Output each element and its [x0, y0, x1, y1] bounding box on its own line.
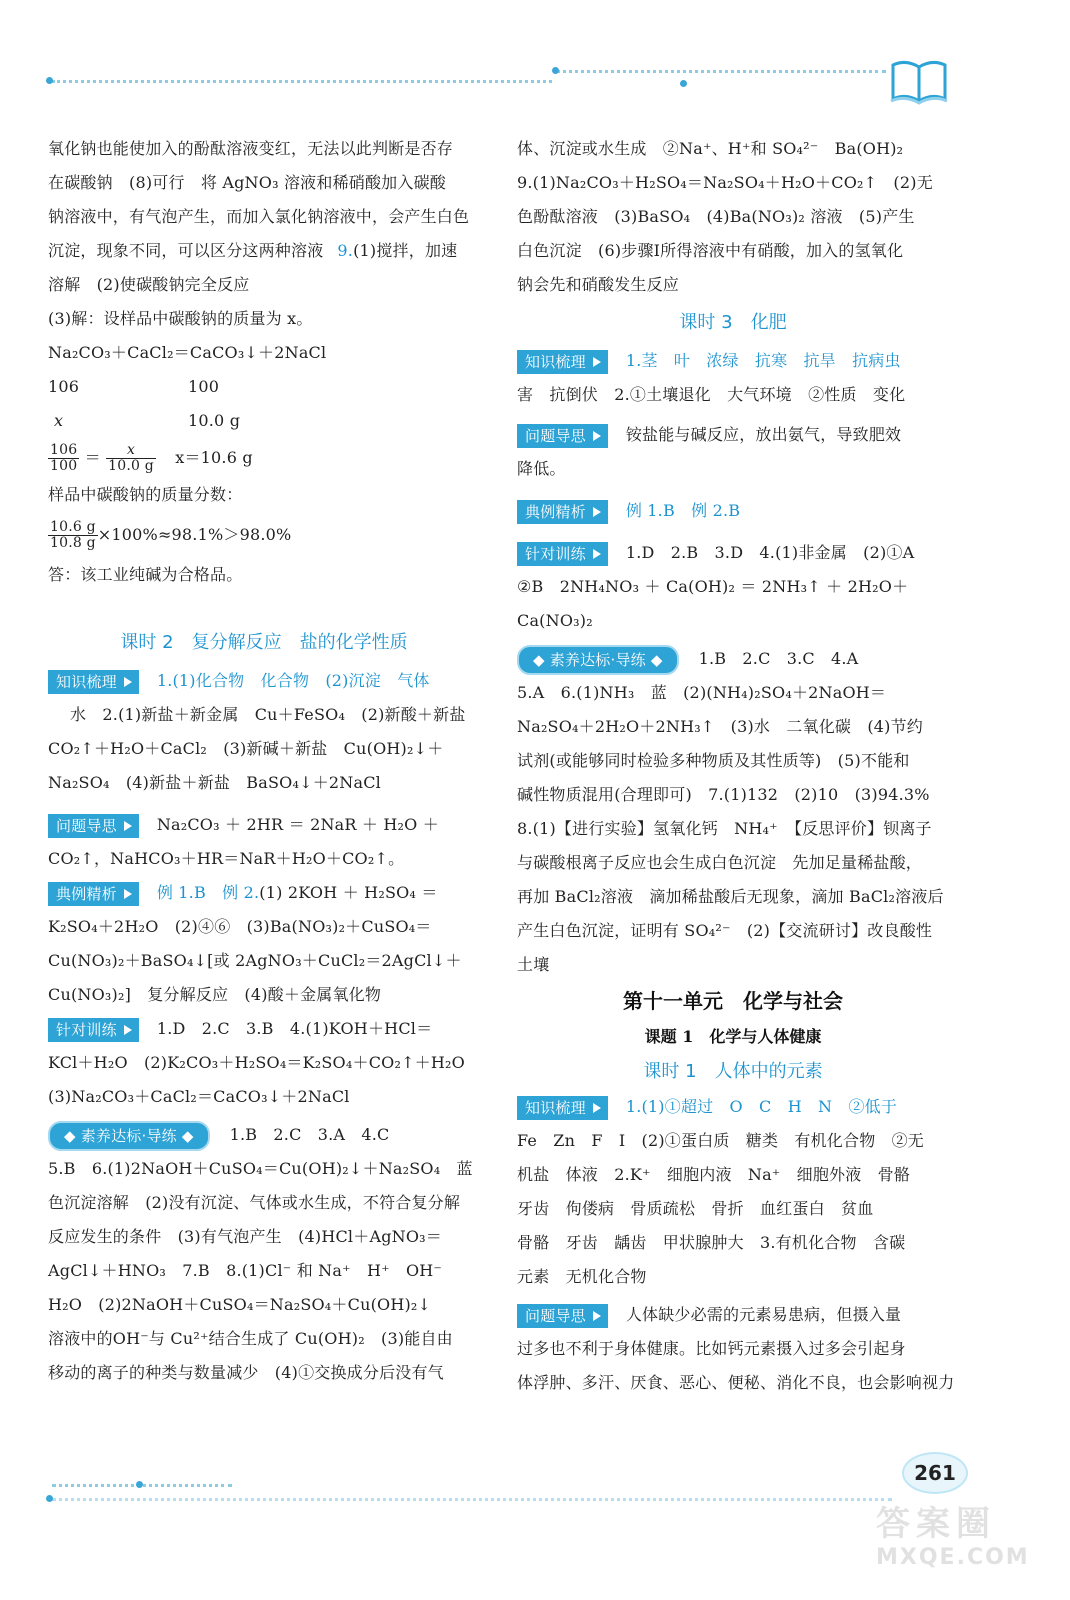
text-line: 8.(1)【进行实验】氢氧化钙 NH₄⁺ 【反思评价】钡离子: [517, 819, 932, 838]
section-tag-knowledge: 知识梳理: [517, 350, 608, 374]
text-line: CO₂↑＋H₂O＋CaCl₂ (3)新碱＋新盐 Cu(OH)₂↓＋: [48, 739, 444, 758]
section-line: [517, 642, 949, 676]
unit-title: 第十一单元 化学与社会: [623, 989, 843, 1013]
text-line: 样品中碳酸钠的质量分数：: [48, 485, 243, 504]
section-tag-question: 问题导思: [48, 814, 139, 838]
answer-text: 铵盐能与碱反应，放出氨气，导致肥效: [625, 425, 902, 444]
text-line: 5.A 6.(1)NH₃ 蓝 (2)(NH₄)₂SO₄＋2NaOH＝: [517, 683, 887, 702]
left-column: [48, 132, 480, 1390]
header-dot: [552, 67, 559, 74]
text-line: 反应发生的条件 (3)有气泡产生 (4)HCl＋AgNO₃＝: [48, 1227, 442, 1246]
section-tag-examples: 典例精析: [48, 882, 139, 906]
text-line: 体浮肿、多汗、厌食、恶心、便秘、消化不良，也会影响视力: [517, 1373, 955, 1392]
text-line: Na₂SO₄ (4)新盐＋新盐 BaSO₄↓＋2NaCl: [48, 773, 381, 792]
topic-title: 课题 1 化学与人体健康: [644, 1027, 822, 1046]
text-line: 机盐 体液 2.K⁺ 细胞内液 Na⁺ 细胞外液 骨骼: [517, 1165, 911, 1184]
equals-sign: ＝: [84, 448, 101, 467]
section-tag-practice: 针对训练: [48, 1018, 139, 1042]
text-line: 产生白色沉淀，证明有 SO₄²⁻ (2)【交流研讨】改良酸性: [517, 921, 933, 940]
answer-text: 人体缺少必需的元素易患病，但摄入量: [625, 1305, 902, 1324]
watermark-line: MXQE.COM: [876, 1545, 1030, 1570]
fraction: [106, 443, 156, 474]
header-dot: [46, 77, 53, 84]
page-number: 261: [902, 1452, 968, 1494]
section-tag-practice: 针对训练: [517, 542, 608, 566]
header-dotted-line-right: [556, 70, 886, 73]
numerator: 106: [50, 442, 78, 458]
section-line: [517, 418, 949, 452]
section-line: [517, 494, 949, 528]
denominator: 100: [50, 458, 78, 474]
text-span: (1)搅拌，加速: [353, 241, 458, 260]
answer-text: 1.B 2.C 3.C 4.A: [698, 649, 859, 668]
section-line: [48, 1118, 480, 1152]
question-number: 9.: [337, 241, 354, 260]
text-line: 氧化钠也能使加入的酚酞溶液变红，无法以此判断是否存: [48, 139, 454, 158]
unknown-mass: x: [54, 411, 64, 430]
text-line: 移动的离子的种类与数量减少 (4)①交换成分后没有气: [48, 1363, 444, 1382]
text-line: 9.(1)Na₂CO₃＋H₂SO₄＝Na₂SO₄＋H₂O＋CO₂↑ (2)无: [517, 173, 933, 192]
text-line: 牙齿 佝偻病 骨质疏松 骨折 血红蛋白 贫血: [517, 1199, 874, 1218]
text-line: ②B 2NH₄NO₃ ＋ Ca(OH)₂ ＝ 2NH₃↑ ＋ 2H₂O＋: [517, 577, 909, 596]
footer-dot: [136, 1481, 143, 1488]
answer-text: 1.(1)①超过 O C H N ②低于: [625, 1097, 898, 1116]
result: x＝10.6 g: [175, 448, 253, 467]
section-line: [517, 1090, 949, 1124]
section-tag-examples: 典例精析: [517, 500, 608, 524]
section-line: [517, 536, 949, 570]
text-line: KCl＋H₂O (2)K₂CO₃＋H₂SO₄＝K₂SO₄＋CO₂↑＋H₂O: [48, 1053, 465, 1072]
section-line: [517, 1298, 949, 1332]
text-line: 元素 无机化合物: [517, 1267, 647, 1286]
text-line: Na₂SO₄＋2H₂O＋2NH₃↑ (3)水 二氧化碳 (4)节约: [517, 717, 923, 736]
lesson-title: 课时 1 人体中的元素: [643, 1061, 823, 1082]
text-line: [48, 234, 480, 268]
lesson-title: 课时 3 化肥: [679, 312, 787, 333]
section-tag-question: 问题导思: [517, 1304, 608, 1328]
text-line: 色沉淀溶解 (2)没有沉淀、气体或水生成，不符合复分解: [48, 1193, 461, 1212]
numerator: x: [106, 443, 156, 459]
text-line: 土壤: [517, 955, 550, 974]
equation-row: [48, 404, 480, 438]
header-dotted-line-left: [52, 80, 552, 83]
answer-text: 1.茎 叶 浓绿 抗寒 抗旱 抗病虫: [625, 351, 901, 370]
section-line: [48, 876, 480, 910]
text-line: 与碳酸根离子反应也会生成白色沉淀 先加足量稀盐酸，: [517, 853, 923, 872]
text-line: 碱性物质混用(合理即可) 7.(1)132 (2)10 (3)94.3%: [517, 785, 930, 804]
text-line: 害 抗倒伏 2.①土壤退化 大气环境 ②性质 变化: [517, 385, 906, 404]
footer-dotted-line: [52, 1498, 892, 1501]
fraction: [48, 520, 98, 551]
text-line: 白色沉淀 (6)步骤Ⅰ所得溶液中有硝酸，加入的氢氧化: [517, 241, 904, 260]
text-line: AgCl↓＋HNO₃ 7.B 8.(1)Cl⁻ 和 Na⁺ H⁺ OH⁻: [48, 1261, 443, 1280]
section-pill-literacy: ◆ 素养达标·导练 ◆: [517, 645, 679, 675]
text-line: K₂SO₄＋2H₂O (2)④⑥ (3)Ba(NO₃)₂＋CuSO₄＝: [48, 917, 432, 936]
text-line: 溶解 (2)使碳酸钠完全反应: [48, 275, 250, 294]
text-line: 色酚酞溶液 (3)BaSO₄ (4)Ba(NO₃)₂ 溶液 (5)产生: [517, 207, 915, 226]
text-line: Cu(NO₃)₂＋BaSO₄↓[或 2AgNO₃＋CuCl₂＝2AgCl↓＋: [48, 951, 462, 970]
denominator: 10.0 g: [108, 458, 154, 474]
example-answers: 例 1.B 例 2.B: [625, 501, 741, 520]
answer-text: 1.(1)化合物 化合物 (2)沉淀 气体: [156, 671, 430, 690]
fraction: [48, 443, 79, 474]
section-line: [48, 1012, 480, 1046]
result: ×100%≈98.1%＞98.0%: [97, 525, 292, 544]
section-tag-knowledge: 知识梳理: [48, 670, 139, 694]
answer-text: 1.D 2.B 3.D 4.(1)非金属 (2)①A: [625, 543, 915, 562]
footer-dot: [46, 1495, 53, 1502]
molar-mass: 100: [188, 377, 220, 396]
text-line: Fe Zn F I (2)①蛋白质 糖类 有机化合物 ②无: [517, 1131, 925, 1150]
text-line: CO₂↑，NaHCO₃＋HR＝NaR＋H₂O＋CO₂↑。: [48, 849, 405, 868]
header-dot: [680, 80, 687, 87]
answer-text: Na₂CO₃ ＋ 2HR ＝ 2NaR ＋ H₂O ＋: [156, 815, 439, 834]
answer-text: (1) 2KOH ＋ H₂SO₄ ＝: [259, 883, 438, 902]
text-line: 答：该工业纯碱为合格品。: [48, 565, 243, 584]
text-line: 降低。: [517, 459, 566, 478]
text-line: 再加 BaCl₂溶液 滴加稀盐酸后无现象，滴加 BaCl₂溶液后: [517, 887, 944, 906]
example-answers: 例 1.B 例 2.: [156, 883, 260, 902]
text-line: 骨骼 牙齿 龋齿 甲状腺肿大 3.有机化合物 含碳: [517, 1233, 906, 1252]
text-line: Cu(NO₃)₂] 复分解反应 (4)酸＋金属氧化物: [48, 985, 382, 1004]
text-span: 沉淀，现象不同，可以区分这两种溶液: [48, 241, 324, 260]
section-line: [48, 808, 480, 842]
text-line: 5.B 6.(1)2NaOH＋CuSO₄＝Cu(OH)₂↓＋Na₂SO₄ 蓝: [48, 1159, 473, 1178]
percentage-equation: [48, 512, 480, 558]
chemical-equation: Na₂CO₃＋CaCl₂＝CaCO₃↓＋2NaCl: [48, 343, 327, 362]
denominator: 10.8 g: [50, 535, 96, 551]
text-line: 体、沉淀或水生成 ②Na⁺、H⁺和 SO₄²⁻ Ba(OH)₂: [517, 139, 904, 158]
section-line: [48, 664, 480, 698]
text-line: 水 2.(1)新盐＋新金属 Cu＋FeSO₄ (2)新酸＋新盐: [70, 705, 466, 724]
answer-text: 1.D 2.C 3.B 4.(1)KOH＋HCl＝: [156, 1019, 433, 1038]
section-line: [517, 344, 949, 378]
text-line: (3)Na₂CO₃＋CaCl₂＝CaCO₃↓＋2NaCl: [48, 1087, 350, 1106]
text-line: H₂O (2)2NaOH＋CuSO₄＝Na₂SO₄＋Cu(OH)₂↓: [48, 1295, 432, 1314]
numerator: 10.6 g: [50, 519, 96, 535]
page-number-badge: [898, 1446, 968, 1496]
ratio-equation: [48, 438, 480, 478]
section-tag-knowledge: 知识梳理: [517, 1096, 608, 1120]
answer-text: 1.B 2.C 3.A 4.C: [229, 1125, 390, 1144]
right-column: [517, 132, 955, 1400]
text-line: 在碳酸钠 (8)可行 将 AgNO₃ 溶液和稀硝酸加入碳酸: [48, 173, 446, 192]
text-line: (3)解：设样品中碳酸钠的质量为 x。: [48, 309, 313, 328]
molar-mass: 106: [48, 377, 80, 396]
lesson-title: 课时 2 复分解反应 盐的化学性质: [120, 632, 408, 653]
known-mass: 10.0 g: [188, 411, 241, 430]
watermark: [876, 1496, 1056, 1586]
text-line: 过多也不利于身体健康。比如钙元素摄入过多会引起身: [517, 1339, 906, 1358]
text-line: 钠会先和硝酸发生反应: [517, 275, 680, 294]
section-tag-question: 问题导思: [517, 424, 608, 448]
section-pill-literacy: ◆ 素养达标·导练 ◆: [48, 1121, 210, 1151]
text-line: 钠溶液中，有气泡产生，而加入氯化钠溶液中，会产生白色: [48, 207, 470, 226]
text-line: Ca(NO₃)₂: [517, 611, 593, 630]
text-line: 溶液中的OH⁻与 Cu²⁺结合生成了 Cu(OH)₂ (3)能自由: [48, 1329, 453, 1348]
open-book-icon: [890, 55, 948, 105]
watermark-line: 答案圈: [876, 1504, 996, 1544]
equation-row: [48, 370, 480, 404]
text-line: 试剂(或能够同时检验多种物质及其性质等) (5)不能和: [517, 751, 910, 770]
